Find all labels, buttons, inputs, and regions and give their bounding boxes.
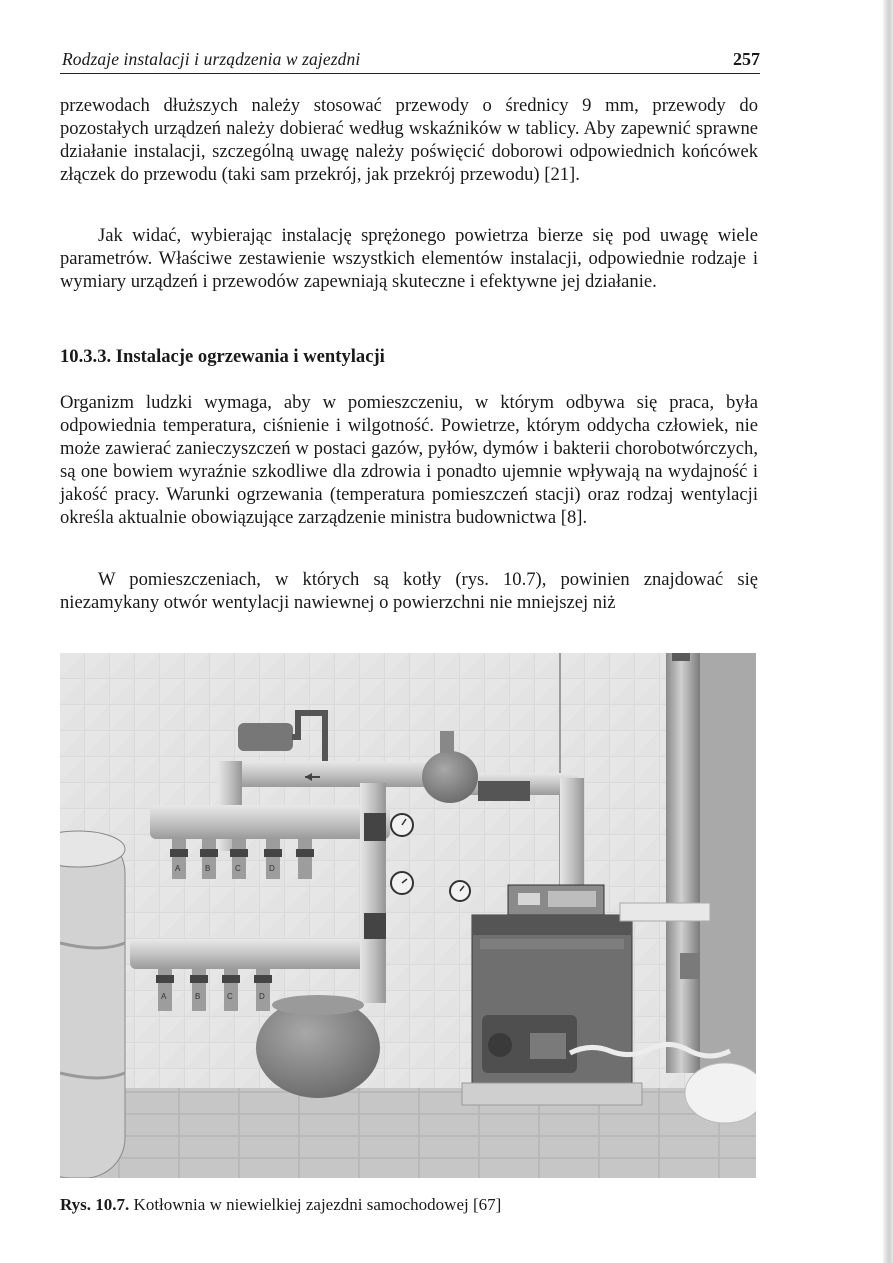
figure-caption-text: Kotłownia w niewielkiej zajezdni samochodowej [67] xyxy=(133,1195,502,1214)
storage-tank-left xyxy=(60,833,125,1178)
paragraph-compressed-air-pipes: przewodach dłuższych należy stosować przewody o średnicy 9 mm, przewody do pozostałych urządzeń należy dobierać według wskaźników w tablicy. Aby zapewnić sprawne działanie instalacji, szczególną uwagę należy poświęcić doborowi odpowiednich końcówek złączek do przewodu (taki sam przekrój, jak przekrój przewodu) [21]. xyxy=(60,95,758,185)
running-title: Rodzaje instalacji i urządzenia w zajezdni xyxy=(62,49,361,69)
manifold-bottom xyxy=(130,939,385,969)
small-expansion-tank xyxy=(238,723,293,751)
wall-lamp xyxy=(685,1063,756,1123)
chimney-flue xyxy=(666,653,700,1073)
figure-caption xyxy=(60,1195,501,1215)
paragraph-heating-requirements: Organizm ludzki wymaga, aby w pomieszczeniu, w którym odbywa się praca, była odpowiednia temperatura, ciśnienie i wilgotność. Powietrze, którym oddycha człowiek, nie może zawierać zanieczyszczeń w postaci gazów, pyłów, dymów i bakterii chorobotwórczych, są one bowiem wyraźnie szkodliwe dla zdrowia i ponadto ujemnie wpływają na wydajność i jakość pracy. Warunki ogrzewania (temperatura pomieszczeń stacji) oraz rodzaj wentylacji określa aktualnie obowiązujące zarządzenie ministra budownictwa [8]. xyxy=(60,392,758,528)
manifold-top-label-c: C xyxy=(235,864,241,873)
page-number: 257 xyxy=(733,49,760,69)
page-header xyxy=(60,47,760,74)
figure-boiler-room-photo xyxy=(60,653,756,1178)
manifold-top xyxy=(150,805,390,839)
manifold-top-label-a: A xyxy=(175,864,181,873)
wall-switch-box xyxy=(680,953,700,979)
page-gutter-shadow xyxy=(883,0,893,1263)
manifold-bottom-label-a: A xyxy=(161,992,167,1001)
boiler-room-photo xyxy=(60,653,756,1178)
figure-label: Rys. 10.7. xyxy=(60,1195,130,1214)
tiled-floor xyxy=(60,1088,756,1178)
section-heading: 10.3.3. Instalacje ogrzewania i wentylacji xyxy=(60,346,385,367)
paragraph-compressed-air-summary: Jak widać, wybierając instalację sprężonego powietrza bierze się pod uwagę wiele parametrów. Właściwe zestawienie wszystkich elementów instalacji, odpowiednie rodzaje i wymiary urządzeń i przewodów zapewniają skuteczne i efektywne jej działanie. xyxy=(60,225,758,292)
manifold-bottom-label-b: B xyxy=(195,992,201,1001)
paragraph-boiler-room-ventilation: W pomieszczeniach, w których są kotły (rys. 10.7), powinien znajdować się niezamykany otwór wentylacji nawiewnej o powierzchni nie mniejszej niż xyxy=(60,569,758,613)
circulation-pump xyxy=(422,751,478,803)
manifold-top-label-d: D xyxy=(269,864,275,873)
manifold-bottom-label-d: D xyxy=(259,992,265,1001)
manifold-bottom-label-c: C xyxy=(227,992,233,1001)
manifold-top-label-b: B xyxy=(205,864,211,873)
